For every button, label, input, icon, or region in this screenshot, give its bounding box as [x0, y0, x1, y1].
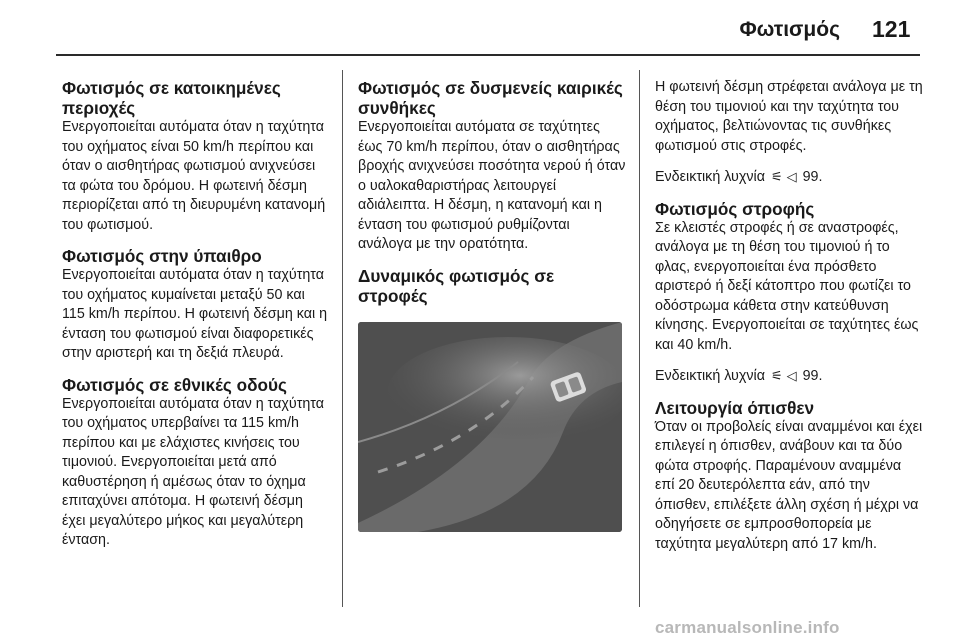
heading-dynamic-curve-lighting: Δυναμικός φωτισμός σε στροφές	[358, 265, 555, 306]
page-header-title: Φωτισμός	[739, 18, 840, 41]
text-country-lighting: Ενεργοποιείται αυτόματα όταν η ταχύτητα του οχήματος κυμαίνεται μεταξύ 50 και 115 km/h περίπου. Η φωτεινή δέσμη και η ένταση του φωτισμού είναι διαφορετικές στην αριστερή και τη δεξιά πλευρά.	[62, 267, 328, 361]
column-3	[655, 78, 923, 565]
section-reverse-function	[655, 398, 923, 555]
section-bad-weather-lighting	[358, 78, 626, 255]
page-number: 121	[872, 16, 911, 42]
header-divider	[56, 54, 920, 56]
heading-country-lighting: Φωτισμός στην ύπαιθρο	[62, 246, 262, 266]
text-bad-weather-lighting: Ενεργοποιείται αυτόματα σε ταχύτητες έως 70 km/h περίπου, όταν ο αισθητήρας βροχής ανιχνεύσει ποσότητα νερού ή όταν ο υαλοκαθαριστήρας λειτουργεί αδιάλειπτα. Η δέσμη, η κατανομή και η ένταση του φωτισμού ρυθμίζονται ανάλογα με την ορατότητα.	[358, 119, 626, 252]
headlight-indicator-icon: ⚟	[770, 368, 783, 383]
text-cornering-light: Σε κλειστές στροφές ή σε αναστροφές, ανάλογα με τη θέση του τιμονιού ή το φλας, ενεργοποιείται ένα πρόσθετο αριστερό ή δεξί κάτοπτρο που φωτίζει το οδόστρωμα κάθετα στην κατεύθυνση κίνησης. Ενεργοποιείται σε ταχύτητες έως και 40 km/h.	[655, 219, 919, 353]
curve-lighting-drawing	[358, 322, 622, 532]
page-reference-arrow-icon: ◁	[786, 368, 797, 383]
heading-urban-lighting: Φωτισμός σε κατοικημένες περιοχές	[62, 78, 281, 118]
section-urban-lighting	[62, 78, 330, 235]
section-motorway-lighting	[62, 375, 330, 551]
column-1	[62, 78, 330, 562]
page-reference-arrow-icon: ◁	[786, 169, 797, 184]
headlight-indicator-icon: ⚟	[770, 169, 783, 184]
indicator-ref-2: 99.	[802, 368, 823, 384]
column-divider-1	[342, 70, 343, 607]
indicator-ref-1: 99.	[802, 169, 823, 185]
section-country-lighting	[62, 246, 330, 364]
indicator-line-1	[655, 167, 923, 188]
section-dynamic-curve-lighting	[358, 266, 626, 306]
indicator-label-2: Ενδεικτική λυχνία	[655, 368, 765, 384]
heading-bad-weather-lighting: Φωτισμός σε δυσμενείς καιρικές συνθήκες	[358, 78, 623, 118]
heading-reverse-function: Λειτουργία όπισθεν	[655, 397, 815, 418]
column-divider-2	[639, 70, 640, 607]
text-reverse-function: Όταν οι προβολείς είναι αναμμένοι και έχει επιλεγεί η όπισθεν, ανάβουν και τα δύο φώτα στροφής. Παραμένουν αναμμένα επί 20 δευτερόλεπτα εάν, από την όπισθεν, επιλέξετε άλλη σχέση ή μέχρι να οδηγήσετε σε εμπροσθοπορεία με ταχύτητα μεγαλύτερη από 17 km/h.	[655, 418, 923, 552]
indicator-line-2	[655, 366, 923, 387]
indicator-label-1: Ενδεικτική λυχνία	[655, 169, 765, 185]
heading-cornering-light: Φωτισμός στροφής	[655, 198, 815, 219]
text-motorway-lighting: Ενεργοποιείται αυτόματα όταν η ταχύτητα του οχήματος υπερβαίνει τα 115 km/h περίπου και με ελάχιστες κινήσεις του τιμονιού. Ενεργοποιείται μετά από καθυστέρηση ή αμέσως όταν το όχημα επιταχύνει απότομα. Η φωτεινή δέσμη έχει μεγαλύτερο μήκος και μεγαλύτερη ένταση.	[62, 395, 324, 548]
text-curve-intro: Η φωτεινή δέσμη στρέφεται ανάλογα με τη θέση του τιμονιού και την ταχύτητα του οχήματος, βελτιώνοντας τις συνθήκες φωτισμού στις στροφές.	[655, 79, 923, 154]
curve-lighting-illustration	[358, 322, 622, 532]
text-urban-lighting: Ενεργοποιείται αυτόματα όταν η ταχύτητα του οχήματος είναι 50 km/h περίπου και όταν ο αισθητήρας φωτισμού ανιχνεύσει τα φώτα του δρόμου. Η φωτεινή δέσμη περιορίζεται από τη διευρυμένη κατανομή του φωτισμού.	[62, 119, 326, 233]
section-cornering-light	[655, 199, 923, 356]
column-2	[358, 78, 626, 532]
heading-motorway-lighting: Φωτισμός σε εθνικές οδούς	[62, 374, 287, 395]
watermark: carmanualsonline.info	[655, 618, 840, 637]
